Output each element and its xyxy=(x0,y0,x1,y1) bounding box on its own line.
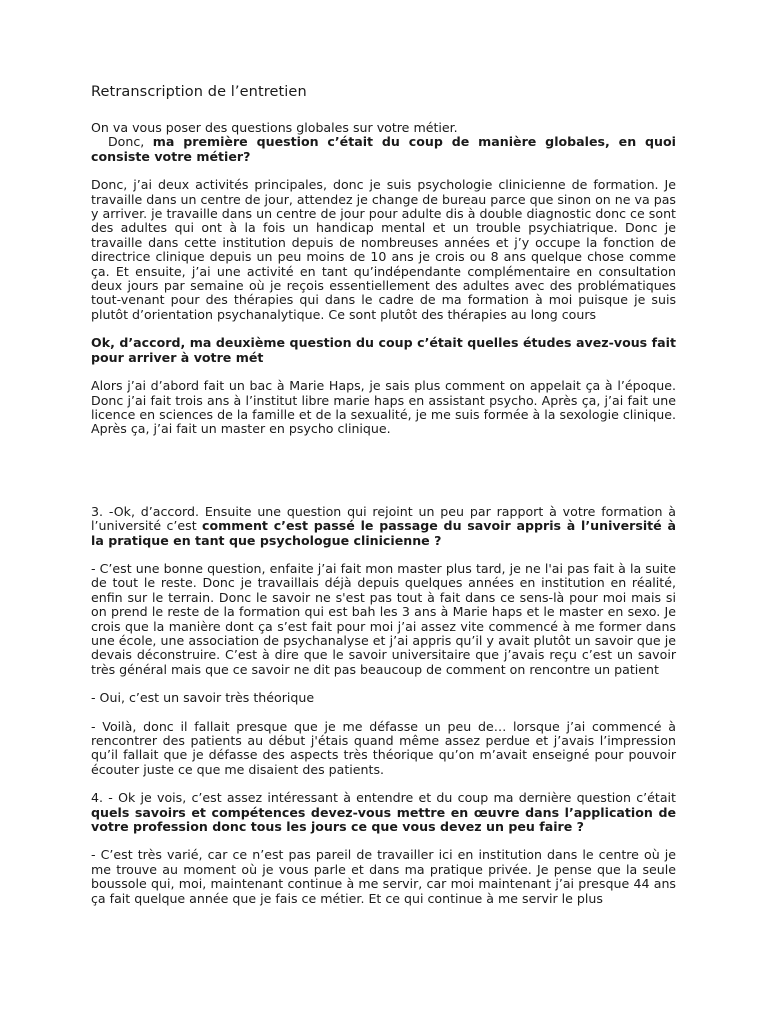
question-4-bold: quels savoirs et compétences devez-vous mettre en œuvre dans l’application de votre profession donc tous les jours ce que vous devez un peu faire ? xyxy=(91,804,676,835)
question-1-lead: Donc, xyxy=(107,134,153,150)
question-1 xyxy=(91,135,676,164)
answer-1: Donc, j’ai deux activités principales, donc je suis psychologie clinicienne de formation. Je travaille dans un centre de jour, attendez je change de bureau parce que sinon on ne va pas y arriver. je travaille dans un centre de jour pour adulte dis à double diagnostic donc ce sont des adultes qui ont à la fois un handicap mental et un trouble psychiatrique. Donc je travaille dans cette institution depuis de nombreuses années et j’y occupe la fonction de directrice clinique depuis un peu moins de 10 ans je crois ou 8 ans quelque chose comme ça. Et ensuite, j’ai une activité en tant qu’indépendante complémentaire en consultation deux jours par semaine où je reçois essentiellement des adultes avec des problématiques tout-venant pour des thérapies qui dans le cadre de ma formation à moi puisque je suis plutôt d’orientation psychanalytique. Ce sont plutôt des thérapies au long cours xyxy=(91,177,676,322)
answer-2: Alors j’ai d’abord fait un bac à Marie Haps, je sais plus comment on appelait ça à l’époque. Donc j’ai fait trois ans à l’institut libre marie haps en assistant psycho. Après ça, j’ai fait une licence en sciences de la famille et de la sexualité, je me suis formée à la sexologie clinique. Après ça, j’ai fait un master en psycho clinique. xyxy=(91,378,676,437)
question-4 xyxy=(91,791,676,834)
document-title: Retranscription de l’entretien xyxy=(91,84,307,100)
question-3-bold: comment c’est passé le passage du savoir appris à l’université à la pratique en tant que psychologue clinicienne ? xyxy=(91,518,676,548)
document-page xyxy=(91,84,676,906)
answer-3: - C’est une bonne question, enfaite j’ai fait mon master plus tard, je ne l'ai pas fait à la suite de tout le reste. Donc je travaillais déjà depuis quelques années en institution en réalité, enfin sur le terrain. Donc le savoir ne s'est pas tout à fait dans ce sens-là pour moi mais si on prend le reste de la formation qui est bah les 3 ans à Marie haps et le master en sexo. Je crois que la manière dont ça s’est fait pour moi j’ai assez vite commencé à me former dans une école, une association de psychanalyse et j’ai appris qu’il y avait plutôt un savoir que je devais déconstruire. C’est à dire que le savoir universitaire que j’avais reçu c’est un savoir très général mais que ce savoir ne dit pas beaucoup de comment on rencontre un patient xyxy=(91,560,676,677)
question-2-bold: Ok, d’accord, ma deuxième question du coup c’était quelles études avez-vous fait pour arriver à votre mét xyxy=(91,335,676,365)
answer-4: - C’est très varié, car ce n’est pas pareil de travailler ici en institution dans le centre où je me trouve au moment où je vous parle et dans ma pratique privée. Je pense que la seule boussole qui, moi, maintenant continue à me servir, car moi maintenant j’ai presque 44 ans ça fait quelque année que je fais ce métier. Et ce qui continue à me servir le plus xyxy=(91,847,676,906)
question-2 xyxy=(91,336,676,365)
answer-3b: - Voilà, donc il fallait presque que je me défasse un peu de… lorsque j’ai commencé à rencontrer des patients au début j'étais quand même assez perdue et j’avais l’impression qu’il fallait que je défasse des aspects très théorique qu’on m’avait enseigné pour pouvoir écouter juste ce que me disaient des patients. xyxy=(91,718,676,777)
question-4-lead: 4. - Ok je vois, c’est assez intéressant à entendre et du coup ma dernière question c’était xyxy=(91,790,676,806)
question-1-bold: ma première question c’était du coup de manière globales, en quoi consiste votre métier? xyxy=(91,134,676,164)
question-3-lead: 3. -Ok, d’accord. Ensuite une question qui rejoint un peu par rapport à votre formation à l’université c’est xyxy=(91,503,676,534)
interjection-3: - Oui, c’est un savoir très théorique xyxy=(91,690,315,706)
question-3 xyxy=(91,505,676,548)
question-1-intro: On va vous poser des questions globales sur votre métier. xyxy=(91,120,458,135)
